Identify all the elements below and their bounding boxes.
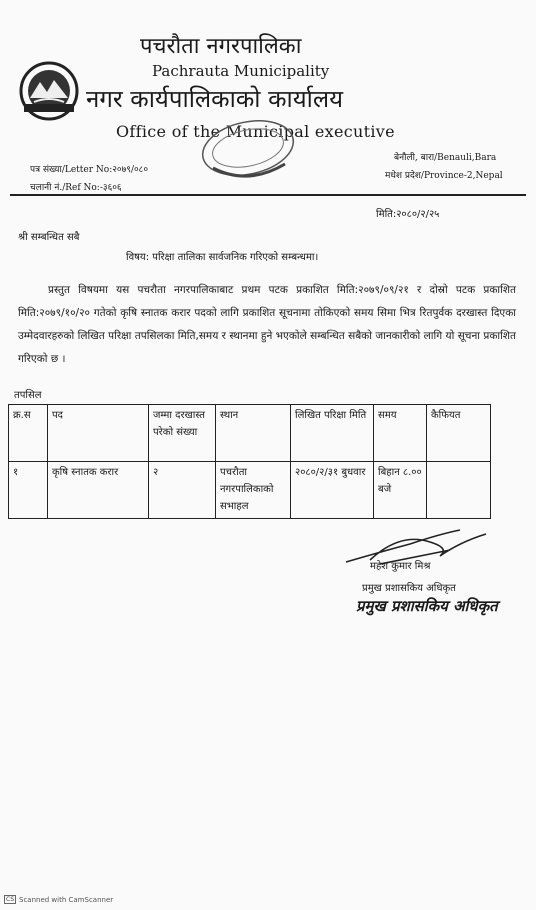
municipality-name-en: Pachrauta Municipality [152, 62, 330, 80]
subject-line: विषय: परिक्षा तालिका सार्वजनिक गरिएको सम्बन्धमा। [126, 252, 319, 263]
signatory-name: महेश कुमार मिश्र [370, 561, 431, 572]
recipient: श्री सम्बन्धित सबै [18, 232, 80, 243]
column-header-exam-date: लिखित परिक्षा मिति [291, 405, 374, 462]
office-stamp-icon [193, 118, 303, 190]
letter-body: प्रस्तुत विषयमा यस पचरौता नगरपालिकाबाट प्रथम पटक प्रकाशित मिति:२०७९/०९/२१ र दोस्रो पटक प्रकाशित मिति:२०७९/१०/२० गतेको कृषि स्नातक करार पदको लागि प्रकाशित सूचनामा तोकिएको समय सिमा भित्र रितपुर्वक दरखास्त दिएका उम्मेदवारहरुको लिखित परिक्षा तपसिलका मिति,समय र स्थानमा हुने भएकोले सम्बन्धित सबैको जानकारीको लागि यो सूचना प्रकाशित गरिएको छ । [18, 284, 516, 365]
letter-date: मिति:२०८०/२/२५ [376, 209, 440, 220]
column-header-time: समय [374, 405, 427, 462]
municipality-name-np: पचरौता नगरपालिका [140, 34, 302, 59]
letter-number: पत्र संख्या/Letter No:२०७९/०८० [30, 165, 149, 175]
cell-serial: १ [9, 462, 48, 519]
reference-number: चलानी नं./Ref No:-३६०६ [30, 183, 122, 193]
office-name-np: नगर कार्यपालिकाको कार्यालय [86, 85, 344, 113]
cell-remarks [427, 462, 491, 519]
municipality-logo-icon [16, 60, 82, 122]
column-header-remarks: कैफियत [427, 405, 491, 462]
column-header-venue: स्थान [216, 405, 291, 462]
column-header-post: पद [48, 405, 149, 462]
cell-time: बिहान ८.०० बजे [374, 462, 427, 519]
scanner-label: Scanned with CamScanner [19, 895, 114, 904]
cell-post: कृषि स्नातक करार [48, 462, 149, 519]
cell-venue: पचरौता नगरपालिकाको सभाहल [216, 462, 291, 519]
cell-exam-date: २०८०/२/३१ बुधवार [291, 462, 374, 519]
address-line-1: बेनौली, बारा/Benauli,Bara [394, 153, 497, 163]
scanner-footer [4, 895, 113, 904]
header-divider [10, 194, 526, 196]
exam-schedule-table [8, 404, 491, 519]
address-line-2: मधेश प्रदेश/Province-2,Nepal [385, 171, 503, 181]
signatory-stamp: प्रमुख प्रशासकिय अधिकृत [356, 597, 498, 615]
column-header-serial: क्र.स [9, 405, 48, 462]
column-header-applications: जम्मा दरखास्त परेको संख्या [149, 405, 216, 462]
camscanner-icon: CS [6, 896, 14, 903]
signatory-title: प्रमुख प्रशासकिय अधिकृत [362, 583, 456, 594]
table-header-row [9, 405, 491, 462]
cell-applications: २ [149, 462, 216, 519]
schedule-label: तपसिल [14, 390, 42, 401]
table-row [9, 462, 491, 519]
office-name-en: Office of the Municipal executive [116, 122, 395, 141]
